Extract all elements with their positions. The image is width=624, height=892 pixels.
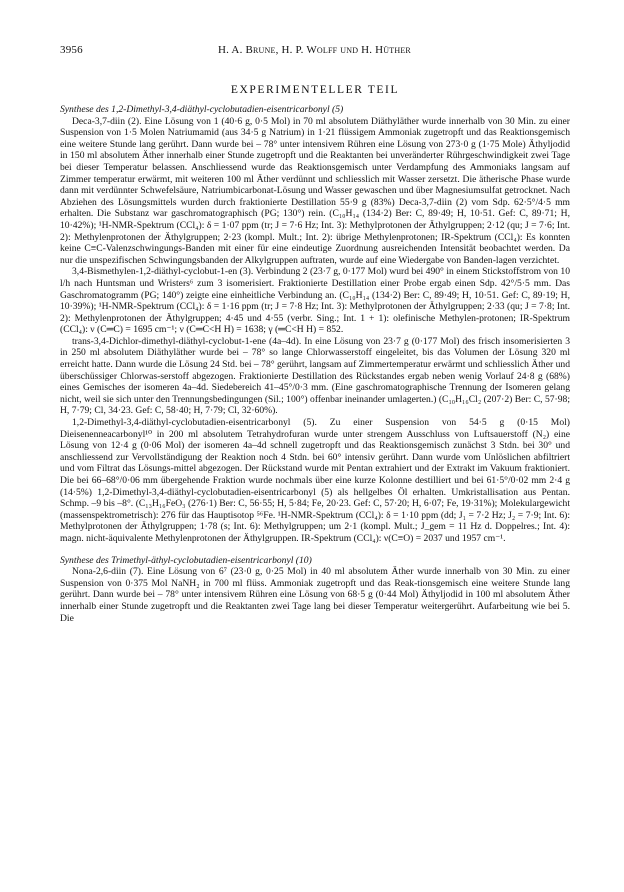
paragraph-bismethylen: 3,4-Bismethylen-1,2-diäthyl-cyclobut-1-en (3). Verbindung 2 (23·7 g, 0·177 Mol) wurd bei 490° in einem Stickstoffstrom von 10 l/h nach Huntsman und Wristers⁶ zum 3 isomerisiert. Fraktionierte Destillation einer Probe ergab einen Sdp. 42°/5·5 mm. Das Gaschromatogramm (PG; 140°) zeigte eine einheitliche Verbindung an. (C₁₀H₁₄ (134·2) Ber: C, 89·49; H, 10·51. Gef: C, 89·19; H, 10·39%); ¹H-NMR-Spektrum (CCl₄): δ = 1·16 ppm (tr; J = 7·8 Hz; Int. 3): Methylprotonen der Äthylgruppen; 2·33 (qu; J = 7·8; Int. 2): Methylenprotonen der Äthylgruppen; 4·45 und 4·55 (verbr. Sing.; Int. 1 + 1): olefinische Methylen-protonen; IR-Spektrum (CCl₄): ν (C═C) = 1695 cm⁻¹; ν (C═C<H H) = 1638; γ (═C<H H) = 852. (60, 266, 570, 336)
section-gap (60, 545, 570, 555)
section-title: EXPERIMENTELLER TEIL (230, 84, 400, 96)
paragraph-cyclobutadien-5: 1,2-Dimethyl-3,4-diäthyl-cyclobutadien-eisentricarbonyl (5). Zu einer Suspension von 54·5 g (0·15 Mol) Dieisenenneacarbonyl¹⁰ in 200 ml absolutem Tetrahydrofuran wurde unter strengem Ausschluss von Luftsauerstoff (N₂) eine Lösung von 12·4 g (0·06 Mol) der isomeren 4a–4d schnell zugetropft und das Reaktionsgemisch zunächst 3 Stdn. bei 30° und anschliessend zur Vervollständigung der Reaktion noch 4 Stdn. bei 60° intensiv gerührt. Dann wurde vom Unlöslichen abfiltriert und vom Filtrat das Lösungs-mittel abgezogen. Der Rückstand wurde mit Pentan extrahiert und der Extrakt im Vakuum fraktioniert. Die bei 66–68°/0·06 mm übergehende Fraktion wurde nochmals über eine kurze Kolonne destilliert und bei 61·5°/0·02 mm 2·4 g (14·5%) 1,2-Dimethyl-3,4-diäthyl-cyclobutadien-eisentricarbonyl (5) als hellgelbes Öl erhalten. Umkristallisation aus Pentan. Schmp. –9 bis –8°. (C₁₃H₁₆FeO₃ (276·1) Ber: C, 56·55; H, 5·84; Fe, 20·23. Gef: C, 57·20; H, 6·07; Fe, 19·31%); Molekulargewicht (massenspektrometrisch): 276 für das Hauptisotop ⁵⁶Fe. ¹H-NMR-Spektrum (CCl₄): δ = 1·10 ppm (dd; J₁ = 7·2 Hz; J₂ = 7·9; Int. 6): Methylprotonen der Äthylgruppen; 1·78 (s; Int. 6): Methylgruppen; um 2·1 (kompl. Mult.; J_gem = 11 Hz d. Doppelres.; Int. 4): magn. nicht-äquivalente Methylenprotonen der Äthylgruppen. IR-Spektrum (CCl₄): ν(C≡O) = 2037 und 1957 cm⁻¹. (60, 417, 570, 544)
paragraph-nona-diin: Nona-2,6-diin (7). Eine Lösung von 6⁷ (23·0 g, 0·25 Mol) in 40 ml absolutem Äther wurde innerhalb von 30 Min. zu einer Suspension von 0·375 Mol NaNH₂ in 700 ml flüss. Ammoniak zugetropft und das Reak-tionsgemisch eine weitere Stunde lang gerührt. Dann wurde bei – 78° unter intensivem Rühren eine Lösung von 68·5 g (0·44 Mol) Äthyljodid in 100 ml absolutem Äther innerhalb einer Stunde zugetropft und die Reaktanten zwei Tage lang bei dieser Temperatur weitergerührt. Aufarbeitung wie bei 5. Die (60, 566, 570, 624)
subhead-synthesis-10: Synthese des Trimethyl-äthyl-cyclobutadien-eisentricarbonyl (10) (60, 554, 312, 566)
page-number: 3956 (60, 44, 83, 56)
authors: H. A. Brune, H. P. Wolff und H. Hüther (218, 44, 411, 56)
paragraph-dichlor: trans-3,4-Dichlor-dimethyl-diäthyl-cyclobut-1-ene (4a–4d). In eine Lösung von 23·7 g (0·177 Mol) des frisch insomerisierten 3 in 250 ml absolutem Diäthyläther wurde bei – 78° so lange Chlorwasserstoff eingeleitet, bis das Volumen der Lösung 320 ml erreicht hatte. Dann wurde die Lösung 24 Std. bei – 78° gerührt, langsam auf Zimmertemperatur erwärmt und schliesslich Äther und überschüssiger Chlorwas-serstoff abgezogen. Fraktionierte Destillation des Rückstandes ergab neben wenig Vorlauf 24·8 g (68%) eines Gemisches der isomeren 4a–4d. Siedebereich 41–45°/0·3 mm. (Eine gaschromatographische Trennung der Isomeren gelang nicht, weil sie sich unter den Trennungsbedingungen (Sil.; 100°) offenbar ineinander umlagerten.) (C₁₀H₁₆Cl₂ (207·2) Ber: C, 57·98; H, 7·79; Cl, 34·23. Gef: C, 58·40; H, 7·79; Cl, 32·60%). (60, 335, 570, 417)
subhead-synthesis-5: Synthese des 1,2-Dimethyl-3,4-diäthyl-cyclobutadien-eisentricarbonyl (5) (60, 104, 344, 115)
paragraph-deca-diin: Deca-3,7-diin (2). Eine Lösung von 1 (40·6 g, 0·5 Mol) in 70 ml absolutem Diäthyläther wurde innerhalb von 30 Min. zu einer Suspension von 1·5 Molen Natriumamid (aus 34·5 g Natrium) in 1·21 flüssigem Ammoniak zugetropft und das Reaktionsgemisch eine weitere Stunde lang gerührt. Dann wurde bei – 78° unter intensivem Rühren eine Lösung von 273·0 g (1·75 Mole) Äthyljodid in 150 ml absolutem Äther innerhalb einer Stunde zugetropft und die Reaktanten bei unveränderter Rührgeschwindigkeit zwei Tage bei dieser Temperatur belassen. Anschliessend wurde das Reaktionsgemisch unter Verdampfung des Ammoniaks langsam auf Zimmer temperatur erwärmt, mit weiteren 100 ml Äther verdünnt und schliesslich mit Wasser zersetzt. Die ätherische Phase wurde dann mit verdünnter Schwefelsäure, Natriumbicarbonat-Lösung und Wasser gewaschen und über Magnesiumsulfat getrocknet. Nach Abziehen des Lösungsmittels wurden durch fraktionierte Destillation 55·9 g (83%) Deca-3,7-diin (2) vom Sdp. 62·5°/4·5 mm erhalten. Die Substanz war gaschromatographisch (PG; 130°) rein. (C₁₀H₁₄ (134·2) Ber: C, 89·49; H, 10·51. Gef: C, 89·71; H, 10·42%); ¹H-NMR-Spektrum (CCl₄): δ = 1·07 ppm (tr; J = 7·6 Hz; Int. 3): Methylprotonen der Äthylgruppen; 2·12 (qu; J = 7·6; Int. 2): Methylenprotonen der Äthylgruppen; 2·23 (kompl. Mult.; Int. 2): übrige Methylenprotonen; IR-Spektrum (CCl₄): Es konnten keine C≡C-Valenzschwingungs-Banden mit einer für eine eindeutige Zuordnung ausreichenden Intensität beobachtet werden. Da nur die unspezifischen Schwingungsbanden der Alkylgruppen auftraten, wurde auf eine Wiedergabe von Banden-lagen verzichtet. (60, 115, 570, 266)
running-header (60, 44, 570, 58)
page (60, 44, 570, 624)
